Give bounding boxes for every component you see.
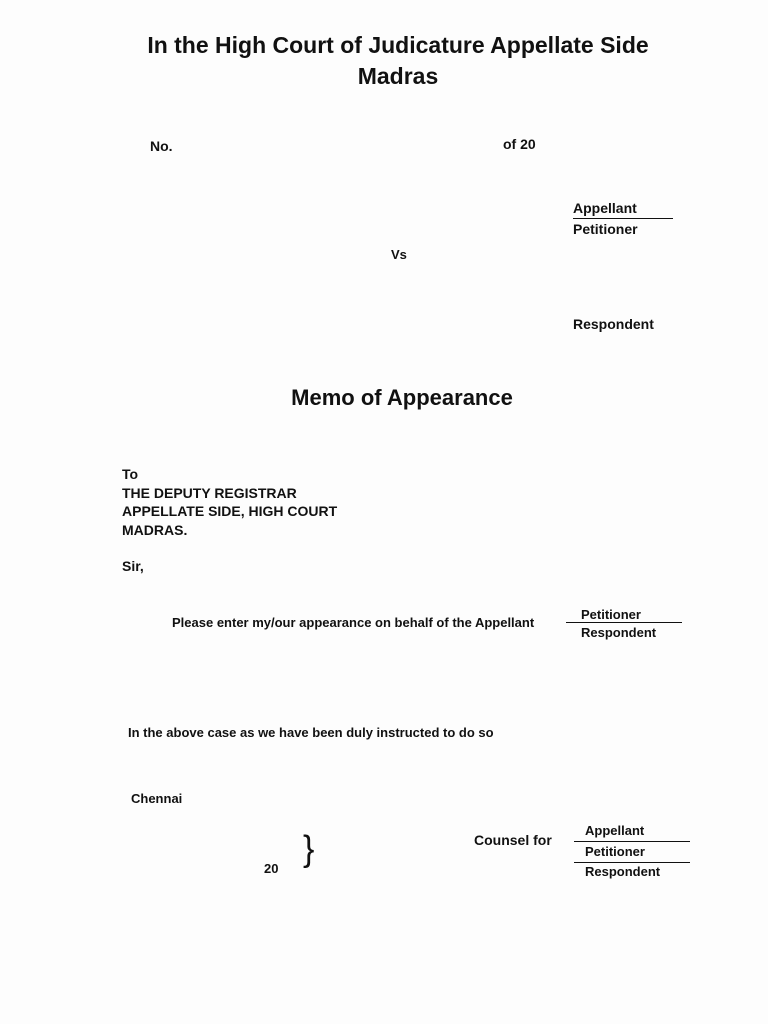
court-title-line2: Madras bbox=[357, 63, 439, 89]
versus-label: Vs bbox=[391, 247, 407, 262]
case-no-label: No. bbox=[150, 138, 173, 154]
address-line-2: APPELLATE SIDE, HIGH COURT bbox=[122, 503, 338, 519]
date-year-label: 20 bbox=[264, 861, 279, 876]
party-respondent-label: Respondent bbox=[573, 316, 654, 332]
court-title-line1: In the High Court of Judicature Appellate Side bbox=[147, 32, 649, 58]
counsel-petitioner-label: Petitioner bbox=[585, 844, 645, 859]
case-year-label: of 20 bbox=[503, 136, 536, 152]
salutation: Sir, bbox=[122, 558, 144, 574]
place-label: Chennai bbox=[131, 791, 183, 806]
memo-heading: Memo of Appearance bbox=[291, 385, 513, 410]
request-respondent-label: Respondent bbox=[581, 625, 657, 640]
party-divider-rule bbox=[573, 218, 673, 219]
instruction-text: In the above case as we have been duly instructed to do so bbox=[128, 725, 494, 740]
address-line-3: MADRAS. bbox=[122, 522, 188, 538]
request-petitioner-label: Petitioner bbox=[581, 607, 641, 622]
address-to: To bbox=[122, 466, 139, 482]
party-appellant-label: Appellant bbox=[573, 200, 637, 216]
counsel-respondent-label: Respondent bbox=[585, 864, 661, 879]
counsel-appellant-label: Appellant bbox=[585, 823, 645, 838]
date-brace: } bbox=[303, 829, 315, 869]
counsel-divider-rule-2 bbox=[574, 862, 690, 863]
request-divider-rule bbox=[566, 622, 682, 623]
party-petitioner-label: Petitioner bbox=[573, 221, 638, 237]
counsel-divider-rule-1 bbox=[574, 841, 690, 842]
appearance-request-text: Please enter my/our appearance on behalf of the Appellant bbox=[172, 615, 535, 630]
counsel-for-label: Counsel for bbox=[474, 832, 552, 848]
address-line-1: THE DEPUTY REGISTRAR bbox=[122, 485, 297, 501]
